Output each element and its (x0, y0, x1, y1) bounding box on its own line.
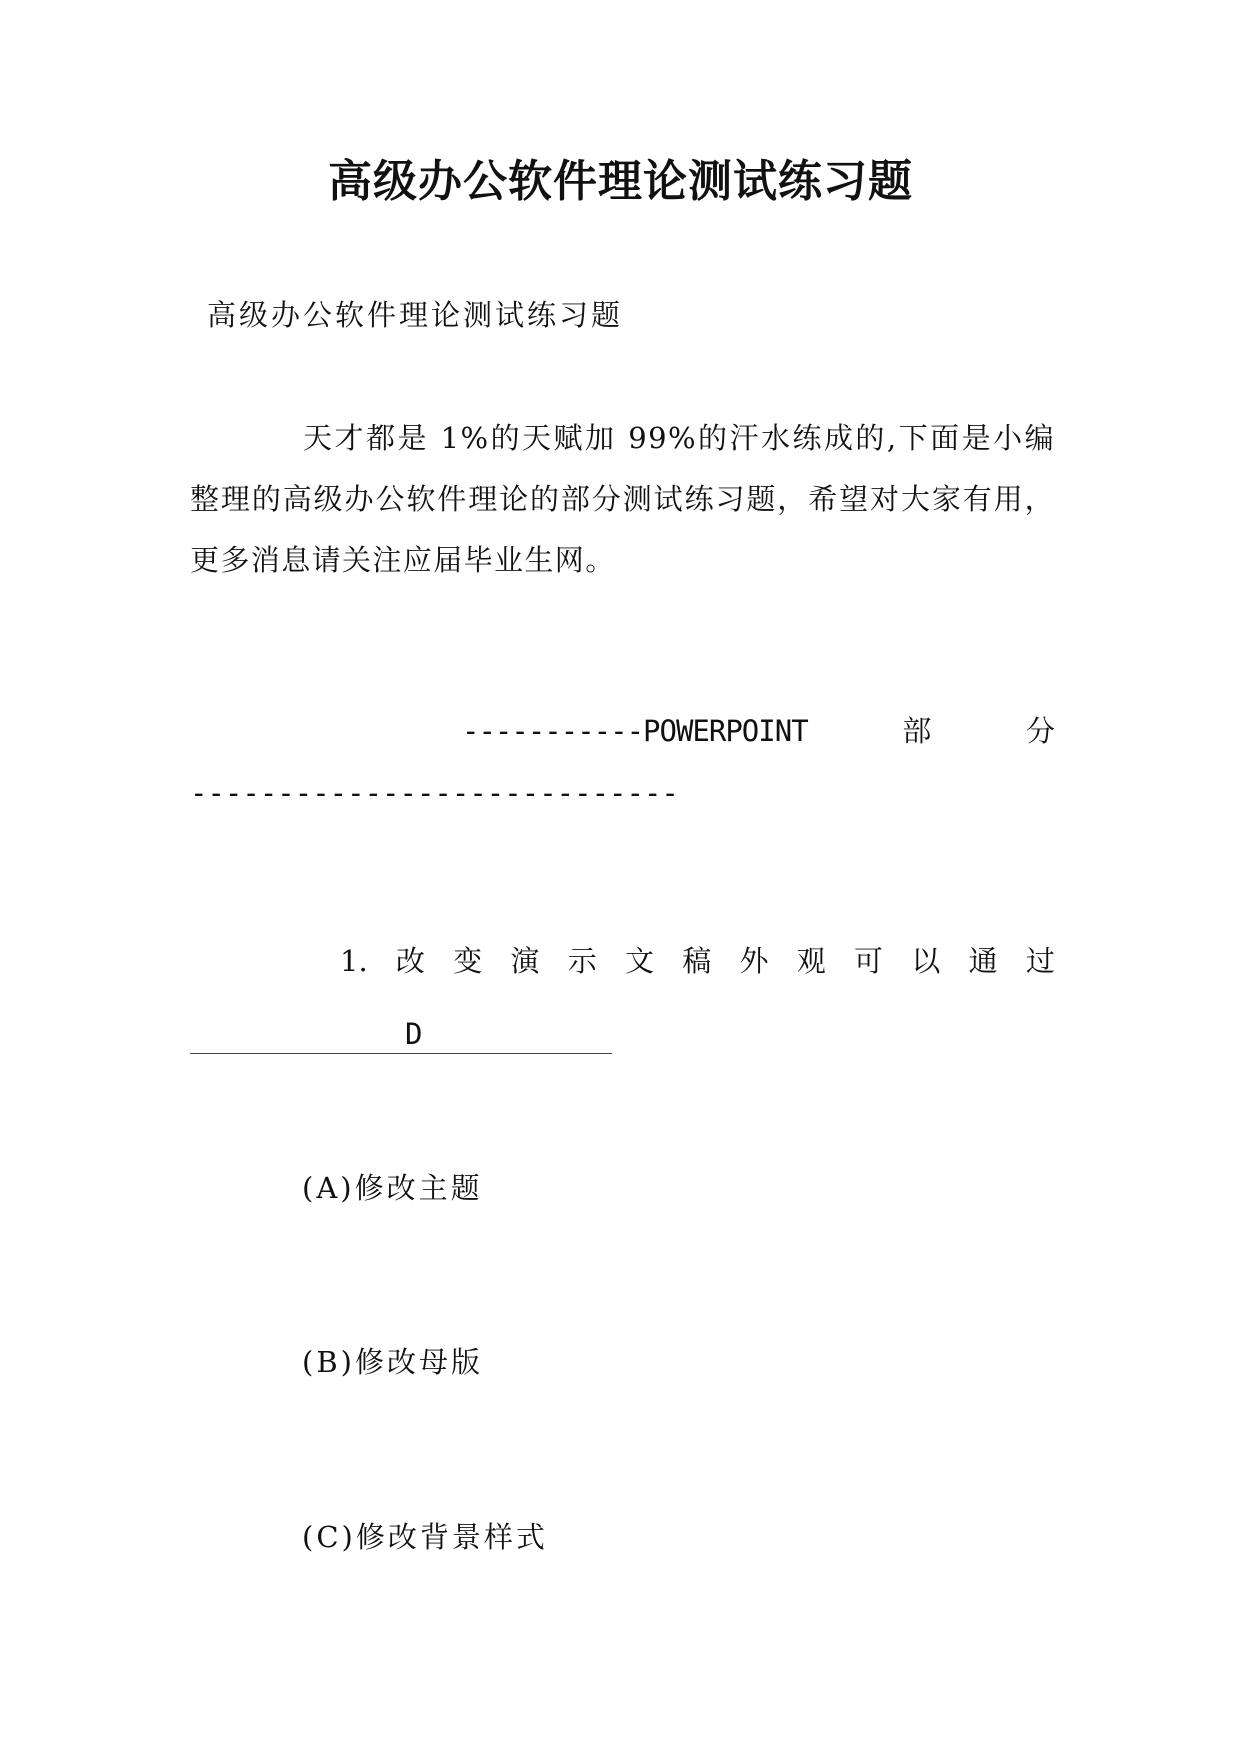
answer-blank-right (424, 1015, 612, 1054)
question-char: 改 (395, 944, 425, 978)
section-heading-suffix: ---------------------------- (190, 776, 679, 810)
question-char: 通 (968, 944, 998, 978)
question-1-answer-line (190, 992, 1055, 1054)
question-char: 可 (854, 944, 884, 978)
intro-paragraph: 天才都是 1%的天赋加 99%的汗水练成的,下面是小编整理的高级办公软件理论的部分测试练习题，希望对大家有用，更多消息请关注应届毕业生网。 (190, 421, 1055, 577)
question-1-text (190, 930, 1055, 992)
section-heading-char-2: 分 (1025, 714, 1055, 748)
section-heading (190, 700, 1055, 824)
question-char: 以 (911, 944, 941, 978)
question-char: 示 (567, 944, 597, 978)
question-1 (190, 930, 1055, 1054)
section-heading-prefix: -----------POWERPOINT (462, 714, 808, 748)
question-char: 外 (739, 944, 769, 978)
option-a: (A)修改主题 (302, 1171, 483, 1205)
answer-blank-left (190, 1015, 403, 1054)
question-number: 1. (340, 944, 368, 978)
option-c: (C)修改背景样式 (302, 1520, 548, 1554)
section-heading-char-1: 部 (902, 714, 932, 748)
option-b: (B)修改母版 (302, 1345, 483, 1379)
question-char: 稿 (682, 944, 712, 978)
question-char: 演 (510, 944, 540, 978)
question-1-answer: D (403, 1015, 424, 1054)
question-char: 过 (1025, 944, 1055, 978)
question-char: 变 (453, 944, 483, 978)
question-char: 文 (624, 944, 654, 978)
document-subtitle: 高级办公软件理论测试练习题 (207, 298, 624, 332)
question-char: 观 (796, 944, 826, 978)
document-title: 高级办公软件理论测试练习题 (328, 156, 913, 207)
section-heading-line1 (190, 700, 1055, 762)
